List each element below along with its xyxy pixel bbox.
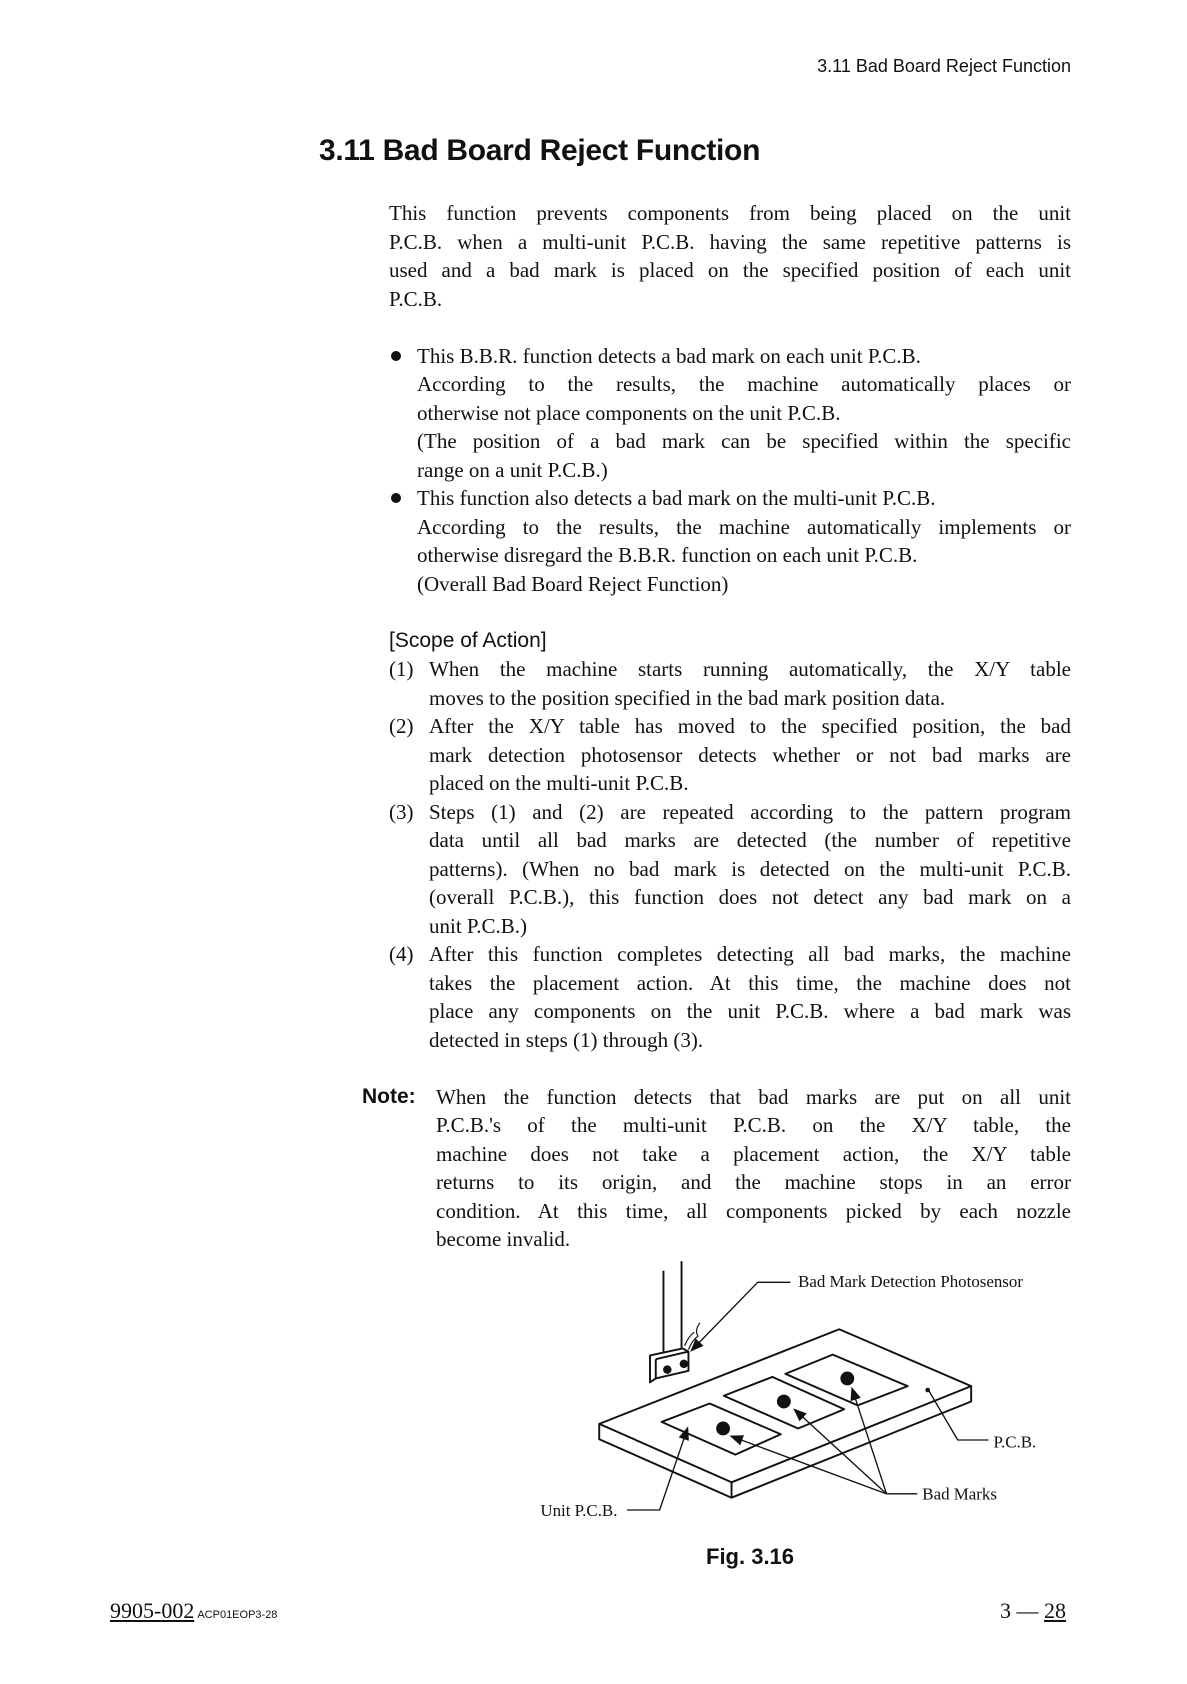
text-line: range on a unit P.C.B.)	[417, 457, 608, 482]
text-line: place any components on the unit P.C.B. where a bad mark was	[429, 999, 1071, 1023]
numbered-item	[389, 655, 1071, 712]
photosensor	[650, 1261, 700, 1382]
note	[362, 1083, 1071, 1254]
text-line: P.C.B. when a multi-unit P.C.B. having the same repetitive patterns is	[389, 229, 1071, 254]
figure-caption: Fig. 3.16	[706, 1544, 795, 1569]
sensor-label: Bad Mark Detection Photosensor	[798, 1271, 1023, 1291]
bullet-icon	[391, 493, 401, 503]
text-line: P.C.B.	[389, 286, 443, 311]
item-number: (3)	[389, 799, 414, 824]
bullet-item	[389, 342, 1071, 485]
doc-number: 9905-002	[110, 1598, 195, 1623]
text-line: This function also detects a bad mark on the multi-unit P.C.B.	[417, 486, 936, 510]
numbered-item	[389, 940, 1071, 1054]
text-line: takes the placement action. At this time, the machine does not	[429, 970, 1071, 995]
text-line: become invalid.	[436, 1227, 571, 1251]
section-title: 3.11 Bad Board Reject Function	[319, 134, 761, 167]
text-line: P.C.B.'s of the multi-unit P.C.B. on the X/Y table, the	[436, 1113, 1071, 1137]
text-line: Steps (1) and (2) are repeated according to the pattern program	[429, 799, 1071, 824]
running-header: 3.11 Bad Board Reject Function	[817, 56, 1071, 76]
pcb-label: P.C.B.	[993, 1432, 1037, 1452]
bullet-item	[389, 484, 1071, 598]
item-number: (2)	[389, 714, 414, 738]
bad-board-reject-diagram	[500, 1240, 1100, 1540]
text-line: moves to the position specified in the bad mark position data.	[429, 685, 946, 710]
note-label: Note:	[362, 1084, 416, 1108]
text-line: After this function completes detecting all bad marks, the machine	[429, 942, 1071, 966]
text-line: patterns). (When no bad mark is detected on the multi-unit P.C.B.	[429, 856, 1071, 881]
text-line: returns to its origin, and the machine stops in an error	[436, 1170, 1071, 1194]
item-number: (1)	[389, 657, 414, 681]
text-line: detected in steps (1) through (3).	[429, 1027, 704, 1052]
bullet-icon	[391, 351, 401, 361]
text-line: unit P.C.B.)	[429, 913, 528, 938]
numbered-item	[389, 712, 1071, 798]
bad-mark	[840, 1372, 854, 1386]
bad-mark	[716, 1422, 730, 1436]
page-number	[1000, 1598, 1066, 1624]
text-line: used and a bad mark is placed on the specified position of each unit	[389, 258, 1071, 282]
text-line: data until all bad marks are detected (the number of repetitive	[429, 828, 1071, 852]
text-line: otherwise disregard the B.B.R. function on each unit P.C.B.	[417, 543, 918, 567]
text-line: This function prevents components from being placed on the unit	[389, 201, 1071, 225]
text-line: When the function detects that bad marks are put on all unit	[436, 1084, 1071, 1109]
numbered-item	[389, 798, 1071, 941]
sensor-lens	[663, 1365, 671, 1373]
intro-paragraph	[389, 199, 1071, 313]
unit-pcb-label: Unit P.C.B.	[540, 1500, 618, 1520]
text-line: condition. At this time, all components picked by each nozzle	[436, 1198, 1071, 1223]
bad-marks-label: Bad Marks	[922, 1484, 997, 1504]
text-line: When the machine starts running automatically, the X/Y table	[429, 657, 1071, 681]
text-line: After the X/Y table has moved to the specified position, the bad	[429, 714, 1071, 738]
bad-mark	[777, 1395, 791, 1409]
text-line: According to the results, the machine automatically implements or	[417, 514, 1071, 539]
text-line: mark detection photosensor detects whether or not bad marks are	[429, 742, 1071, 767]
sensor-lens	[680, 1360, 688, 1368]
text-line: machine does not take a placement action, the X/Y table	[436, 1141, 1071, 1166]
text-line: otherwise not place components on the unit P.C.B.	[417, 400, 841, 425]
item-number: (4)	[389, 942, 414, 966]
footer-doc-id	[110, 1598, 277, 1624]
text-line: placed on the multi-unit P.C.B.	[429, 771, 689, 795]
scope-heading: [Scope of Action]	[389, 628, 547, 652]
doc-code: ACP01EOP3-28	[197, 1609, 278, 1621]
text-line: According to the results, the machine automatically places or	[417, 372, 1071, 396]
text-line: This B.B.R. function detects a bad mark on each unit P.C.B.	[417, 343, 921, 368]
page-prefix: 3 —	[1000, 1598, 1044, 1623]
text-line: (Overall Bad Board Reject Function)	[417, 571, 729, 596]
page-value: 28	[1044, 1598, 1066, 1623]
text-line: (The position of a bad mark can be specified within the specific	[417, 429, 1071, 453]
text-line: (overall P.C.B.), this function does not detect any bad mark on a	[429, 885, 1071, 909]
body-text	[362, 199, 1071, 1254]
